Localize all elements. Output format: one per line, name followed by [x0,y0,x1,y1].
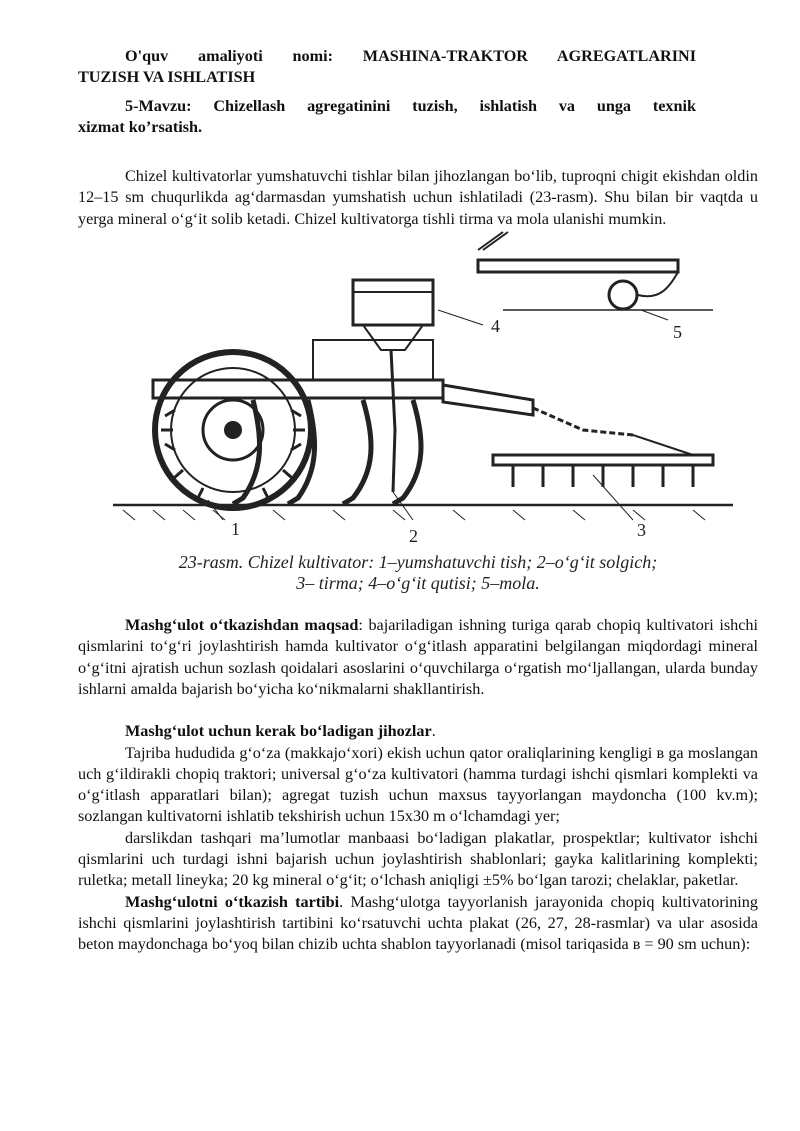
callout-2: 2 [409,526,418,547]
figure-caption [78,552,758,594]
figure-caption-line-1: 23-rasm. Chizel kultivator: 1–yumshatuvchi tish; 2–o‘g‘it solgich; [178,552,658,573]
topic-line-1: 5-Mavzu: Chizellash agregatinini tuzish, ishlatish va unga texnik [125,96,696,115]
purpose-label: Mashg‘ulot o‘tkazishdan maqsad [125,616,359,635]
purpose-paragraph [78,615,758,700]
document-page [78,46,758,956]
topic-title [78,96,758,139]
topic-line-2: xizmat ko’rsatish. [78,117,203,136]
purpose-text: : bajariladigan ishning turiga qarab chopiq kultivatori ishchi qismlarini to‘g‘ri joylashtirish hamda kultivator o‘g‘itlash apparatini belgilangan miqdordagi mineral o‘g‘itni ajratish uchun sozlash qoidalari asoslarini o‘quvchilarga o‘rgatish mo‘ljallangan, ularda bunday ishlarni amalda bajarish bo‘yicha ko‘nikmalarni shakllantirish. [78,616,758,698]
practice-title-cont: TUZISH VA ISHLATISH [78,68,256,87]
practice-label: O'quv amaliyoti nomi: [125,47,333,65]
procedure-label: Mashg‘ulotni o‘tkazish tartibi [125,892,340,911]
figure-caption-line-2: 3– tirma; 4–o‘g‘it qutisi; 5–mola. [296,573,540,594]
callout-4: 4 [491,316,500,337]
equipment-paragraph-1: Tajriba hududida g‘o‘za (makkajo‘xori) ekish uchun qator oraliqlarining kengligi в ga moslangan uch g‘ildirakli chopiq traktori; universal g‘o‘za kultivatori (hamma turdagi ishchi qismlari komplekti va o‘g‘itlash apparatlari bilan); agregat tuzish uchun maxsus tayyorlangan maydoncha (100 kv.m); sozlangan kultivatorni ishlatib tekshirish uchun 15x30 m o‘lchamdagi yer; [78,743,758,826]
intro-paragraph: Chizel kultivatorlar yumshatuvchi tishlar bilan jihozlangan bo‘lib, tuproqni chigit ekishdan oldin 12–15 sm chuqurlikda ag‘darmasdan yumshatish uchun ishlatiladi (23-rasm). Shu bilan bir vaqtda u yerga mineral o‘g‘it solib ketadi. Chizel kultivatorga tishli tirma va mola ulanishi mumkin. [78,167,758,228]
equipment-label: Mashg‘ulot uchun kerak bo‘ladigan jihozlar [125,722,432,741]
equipment-heading: Mashg‘ulot uchun kerak bo‘ladigan jihozlar. [125,722,436,741]
callout-5: 5 [673,322,682,343]
equipment-paragraph-2: darslikdan tashqari ma’lumotlar manbaasi bo‘ladigan plakatlar, prospektlar; kultivator ishchi qismlarini uch turdagi ishni bajarish uchun joylashtirish shablonlari; gayka kalitlarining komplekti; ruletka; metall lineyka; 20 kg mineral o‘g‘it; o‘lchash aniqligi ±5% bo‘lgan tarozi; chelaklar, paketlar. [78,828,758,890]
procedure-paragraph [78,892,758,956]
practice-title [78,46,758,89]
callout-1: 1 [231,519,240,540]
callout-3: 3 [637,520,646,541]
figure-chisel-cultivator [78,230,758,615]
chisel-cultivator-drawing [113,230,733,550]
procedure-text: . Mashg‘ulotga tayyorlanish jarayonida chopiq kultivatorining ishchi qismlarini joylashtirish tartibini ko‘rsatuvchi uchta plakat (26, 27, 28-rasmlar) va ular asosida beton maydonchaga bo‘yoq bilan chizib uchta shablon tayyorlanadi (misol tariqasida в = 90 sm uchun): [78,892,758,954]
practice-title-text: MASHINA-TRAKTOR AGREGATLARINI [362,47,696,65]
